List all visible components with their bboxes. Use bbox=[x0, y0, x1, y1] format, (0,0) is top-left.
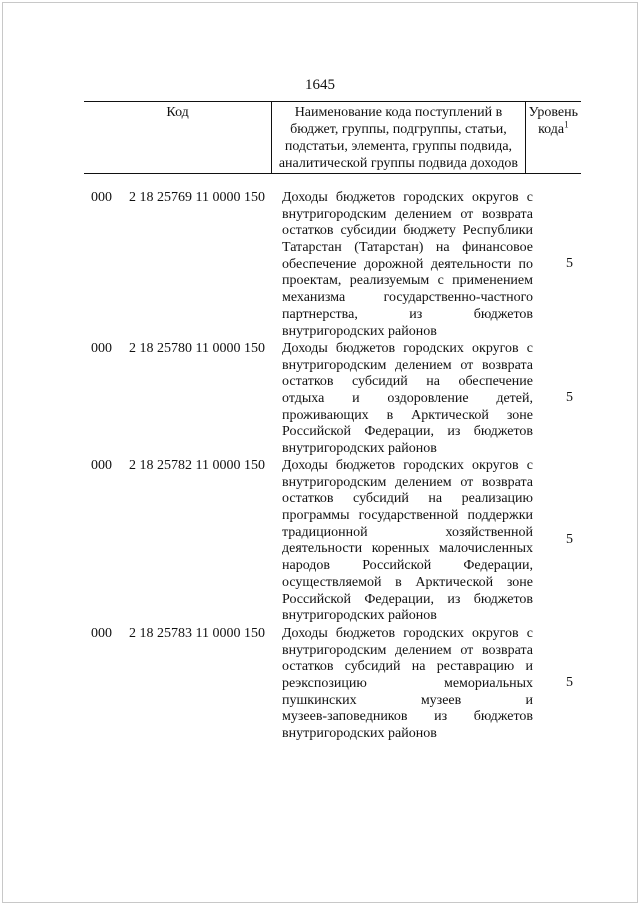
row-description-line: партнерства, из бюджетов bbox=[282, 306, 533, 322]
row-description-line: остатков субсидии бюджету Республики bbox=[282, 223, 533, 239]
row-description-line: внутригородских районов bbox=[282, 726, 437, 742]
row-level: 5 bbox=[566, 675, 573, 690]
row-description-line: Доходы бюджетов городских округов с bbox=[282, 190, 533, 205]
row-description-line: музеев-заповедников из бюджетов bbox=[282, 709, 533, 725]
header-name-line: подстатьи, элемента, группы подвида, bbox=[284, 139, 513, 154]
row-description-line: Российской Федерации, из бюджетов bbox=[282, 591, 533, 607]
row-level: 5 bbox=[566, 256, 573, 271]
row-description bbox=[282, 458, 533, 625]
footnote-marker: 1 bbox=[564, 119, 569, 130]
row-description-line: внутригородских районов bbox=[282, 441, 437, 457]
row-description-line: проживающих в Арктической зоне bbox=[282, 407, 533, 423]
row-description-line: реэкспозицию мемориальных bbox=[282, 676, 533, 692]
row-code: 2 18 25783 11 0000 150 bbox=[129, 626, 265, 641]
row-description-line: программы государственной поддержки bbox=[282, 508, 533, 524]
row-description-line: народов Российской Федерации, bbox=[282, 558, 533, 574]
row-description-line: деятельности коренных малочисленных bbox=[282, 541, 533, 557]
row-description-line: пушкинских музеев и bbox=[282, 692, 533, 708]
row-prefix: 000 bbox=[91, 626, 112, 641]
row-description-line: остатков субсидий на реализацию bbox=[282, 491, 533, 507]
row-description bbox=[282, 190, 533, 340]
row-description-line: Доходы бюджетов городских округов с bbox=[282, 626, 533, 641]
row-description-line: внутригородских районов bbox=[282, 323, 437, 339]
row-prefix: 000 bbox=[91, 341, 112, 356]
header-level-line bbox=[529, 121, 578, 138]
row-description-line: внутригородским делением от возврата bbox=[282, 357, 533, 373]
row-description-line: обеспечение дорожной деятельности по bbox=[282, 256, 533, 272]
header-level-word: кода bbox=[538, 122, 565, 137]
row-description-line: традиционной хозяйственной bbox=[282, 524, 533, 540]
row-description-line: остатков субсидий на реставрацию и bbox=[282, 659, 533, 675]
header-name bbox=[272, 102, 525, 174]
row-description-line: проектам, реализуемым с применением bbox=[282, 273, 533, 289]
row-description-line: внутригородским делением от возврата bbox=[282, 642, 533, 658]
row-description-line: Доходы бюджетов городских округов с bbox=[282, 341, 533, 356]
header-level bbox=[525, 102, 581, 174]
header-row bbox=[84, 102, 581, 174]
header-level-line: Уровень bbox=[528, 105, 578, 120]
row-code: 2 18 25769 11 0000 150 bbox=[129, 190, 265, 205]
row-description bbox=[282, 341, 533, 458]
row-level: 5 bbox=[566, 390, 573, 405]
row-description-line: Татарстан (Татарстан) на финансовое bbox=[282, 240, 533, 256]
header-table bbox=[84, 101, 581, 174]
row-description-line: остатков субсидий на обеспечение bbox=[282, 374, 533, 390]
row-description-line: отдыха и оздоровление детей, bbox=[282, 391, 533, 407]
row-level: 5 bbox=[566, 532, 573, 547]
row-description-line: внутригородским делением от возврата bbox=[282, 474, 533, 490]
header-code: Код bbox=[84, 102, 272, 174]
row-code: 2 18 25782 11 0000 150 bbox=[129, 458, 265, 473]
row-description-line: Доходы бюджетов городских округов с bbox=[282, 458, 533, 473]
header-name-line: аналитической группы подвида доходов bbox=[278, 156, 519, 171]
row-code: 2 18 25780 11 0000 150 bbox=[129, 341, 265, 356]
row-description-line: Российской Федерации, из бюджетов bbox=[282, 424, 533, 440]
row-description-line: внутригородских районов bbox=[282, 608, 437, 624]
header-name-line: Наименование кода поступлений в bbox=[294, 105, 503, 120]
row-description bbox=[282, 626, 533, 743]
header-name-line: бюджет, группы, подгруппы, статьи, bbox=[290, 122, 507, 137]
row-prefix: 000 bbox=[91, 190, 112, 205]
row-prefix: 000 bbox=[91, 458, 112, 473]
page-number: 1645 bbox=[305, 77, 335, 93]
row-description-line: осуществляемой в Арктической зоне bbox=[282, 574, 533, 590]
row-description-line: механизма государственно-частного bbox=[282, 290, 533, 306]
row-description-line: внутригородским делением от возврата bbox=[282, 206, 533, 222]
